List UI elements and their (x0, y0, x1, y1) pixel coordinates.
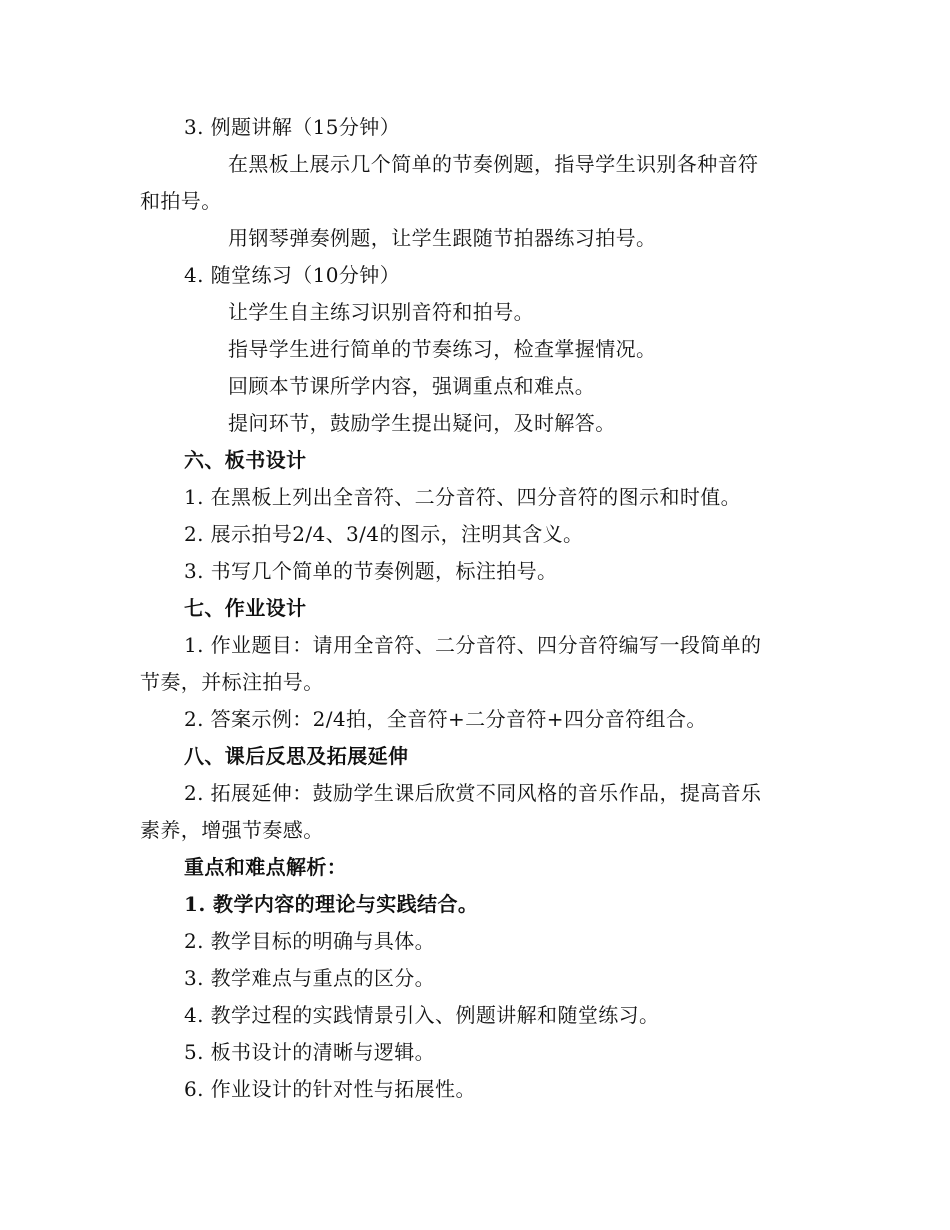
list-item: 2. 答案示例：2/4拍，全音符+二分音符+四分音符组合。 (184, 707, 707, 731)
list-item: 1. 在黑板上列出全音符、二分音符、四分音符的图示和时值。 (184, 485, 742, 509)
paragraph-line: 和拍号。 (140, 189, 222, 213)
list-item: 3. 书写几个简单的节奏例题，标注拍号。 (184, 559, 558, 583)
list-item: 2. 展示拍号2/4、3/4的图示，注明其含义。 (184, 522, 584, 546)
list-item: 4. 教学过程的实践情景引入、例题讲解和随堂练习。 (184, 1003, 660, 1027)
list-item: 5. 板书设计的清晰与逻辑。 (184, 1040, 436, 1064)
list-item-continuation: 素养，增强节奏感。 (140, 818, 324, 842)
paragraph-line: 在黑板上展示几个简单的节奏例题，指导学生识别各种音符 (228, 152, 759, 176)
list-item: 6. 作业设计的针对性与拓展性。 (184, 1077, 476, 1101)
section-heading-homework: 七、作业设计 (184, 596, 307, 620)
paragraph-line: 回顾本节课所学内容，强调重点和难点。 (228, 374, 596, 398)
step-4-heading: 4. 随堂练习（10分钟） (184, 263, 401, 287)
list-item: 2. 拓展延伸：鼓励学生课后欣赏不同风格的音乐作品，提高音乐 (184, 781, 762, 805)
list-item-continuation: 节奏，并标注拍号。 (140, 670, 324, 694)
list-item: 3. 教学难点与重点的区分。 (184, 966, 436, 990)
section-heading-analysis: 重点和难点解析： (184, 855, 348, 879)
list-item: 1. 作业题目：请用全音符、二分音符、四分音符编写一段简单的 (184, 633, 762, 657)
section-heading-reflection: 八、课后反思及拓展延伸 (184, 744, 409, 768)
paragraph-line: 让学生自主练习识别音符和拍号。 (228, 300, 534, 324)
section-heading-blackboard: 六、板书设计 (184, 448, 307, 472)
list-item: 2. 教学目标的明确与具体。 (184, 929, 436, 953)
paragraph-line: 用钢琴弹奏例题，让学生跟随节拍器练习拍号。 (228, 226, 657, 250)
step-3-heading: 3. 例题讲解（15分钟） (184, 115, 401, 139)
paragraph-line: 提问环节，鼓励学生提出疑问，及时解答。 (228, 411, 616, 435)
paragraph-line: 指导学生进行简单的节奏练习，检查掌握情况。 (228, 337, 657, 361)
list-item-bold: 1. 教学内容的理论与实践结合。 (184, 892, 479, 916)
